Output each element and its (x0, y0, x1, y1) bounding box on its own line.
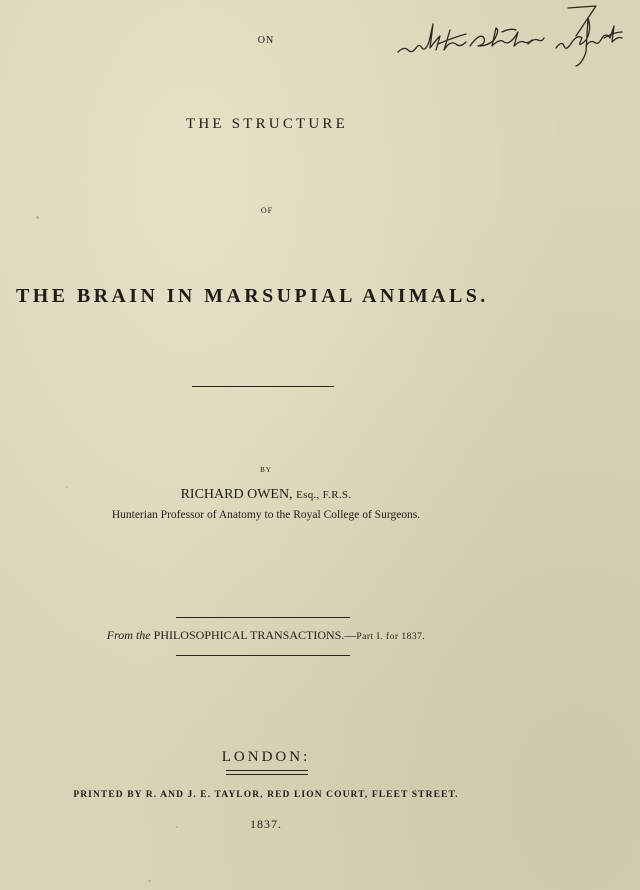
source-prefix: From the (106, 628, 151, 642)
by-label: BY (260, 466, 272, 474)
source-part: Part I. for 1837. (356, 632, 426, 642)
structure-heading: THE STRUCTURE (185, 116, 349, 132)
city-double-rule (226, 770, 308, 775)
of-label: OF (260, 206, 274, 215)
paper-spot (176, 826, 178, 828)
divider-rule-top (192, 386, 334, 387)
handwritten-inscription (390, 0, 640, 80)
author-line (100, 487, 432, 503)
author-name: RICHARD OWEN, (180, 487, 293, 502)
paper-spot (148, 880, 151, 882)
author-suffix: Esq., F.R.S. (296, 489, 352, 501)
imprint-city: LONDON: (221, 749, 311, 765)
source-journal: PHILOSOPHICAL TRANSACTIONS.— (153, 628, 357, 642)
main-title: THE BRAIN IN MARSUPIAL ANIMALS. (16, 285, 489, 307)
divider-rule-source-bottom (176, 655, 350, 656)
paper-spot (36, 216, 39, 219)
divider-rule-source-top (176, 617, 350, 618)
imprint-year: 1837. (250, 817, 282, 831)
paper-spot (66, 486, 68, 488)
author-affiliation: Hunterian Professor of Anatomy to the Royal College of Surgeons. (111, 509, 421, 521)
printer-line: PRINTED BY R. AND J. E. TAYLOR, RED LION COURT, FLEET STREET. (73, 790, 459, 800)
on-label: ON (257, 35, 275, 46)
handwritten-number-seven (568, 6, 596, 36)
source-line (40, 628, 492, 643)
